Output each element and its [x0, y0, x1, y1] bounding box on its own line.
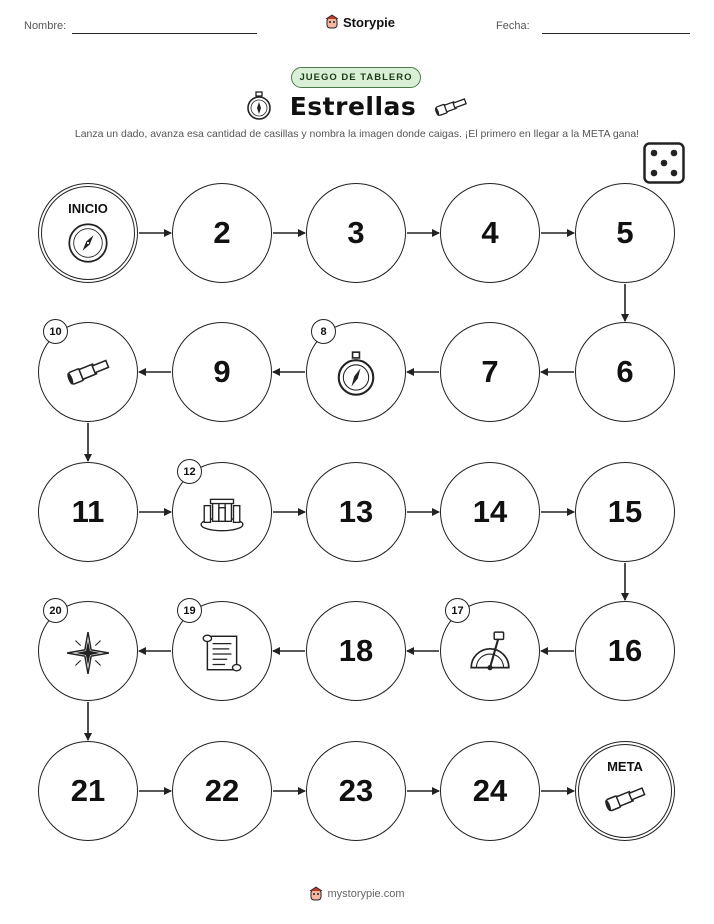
board-space-25	[575, 741, 675, 841]
space-number: 13	[338, 494, 374, 529]
space-number: 21	[70, 773, 106, 808]
board-space-1	[38, 183, 138, 283]
space-number: 15	[607, 494, 643, 529]
space-number: 3	[347, 215, 365, 250]
board-space-24	[440, 741, 540, 841]
space-number: 2	[213, 215, 231, 250]
space-number-badge: 19	[177, 598, 202, 623]
footer-url: mystorypie.com	[327, 888, 405, 900]
space-number-badge: 8	[311, 319, 336, 344]
gauge-icon	[467, 630, 513, 676]
board-space-20	[38, 601, 138, 701]
space-number-badge: 12	[177, 459, 202, 484]
page-title: Estrellas	[289, 91, 417, 121]
board-space-3	[306, 183, 406, 283]
date-label: Fecha:	[496, 20, 530, 32]
stopwatch-icon	[333, 351, 379, 397]
space-label: META	[607, 759, 643, 774]
space-number-badge: 10	[43, 319, 68, 344]
board-space-11	[38, 462, 138, 562]
brand-name: Storypie	[343, 14, 396, 30]
mascot-icon	[309, 886, 323, 902]
name-label: Nombre:	[24, 20, 67, 32]
telescope-icon	[603, 779, 647, 823]
board-space-18	[306, 601, 406, 701]
space-number: 11	[71, 494, 105, 529]
space-number: 7	[481, 354, 499, 389]
space-number: 5	[616, 215, 634, 250]
space-number-badge: 20	[43, 598, 68, 623]
space-number: 16	[607, 633, 643, 668]
board-space-6	[575, 322, 675, 422]
footer	[0, 886, 714, 902]
board-space-5	[575, 183, 675, 283]
space-label: INICIO	[68, 201, 108, 216]
space-number: 14	[472, 494, 508, 529]
board-space-13	[306, 462, 406, 562]
space-number: 24	[472, 773, 508, 808]
board-space-15	[575, 462, 675, 562]
board-space-22	[172, 741, 272, 841]
space-number: 9	[213, 354, 231, 389]
compass-icon	[66, 221, 110, 265]
scroll-icon	[199, 630, 245, 676]
board-space-19	[172, 601, 272, 701]
board-space-8	[306, 322, 406, 422]
board-space-10	[38, 322, 138, 422]
space-number: 18	[338, 633, 374, 668]
game-type-badge: JUEGO DE TABLERO	[291, 67, 421, 88]
board-space-21	[38, 741, 138, 841]
board-space-23	[306, 741, 406, 841]
board-space-9	[172, 322, 272, 422]
telescope-icon	[65, 351, 111, 397]
space-number: 23	[338, 773, 374, 808]
board-space-12	[172, 462, 272, 562]
board-space-7	[440, 322, 540, 422]
instructions: Lanza un dado, avanza esa cantidad de casillas y nombra la imagen donde caigas. ¡El primero en llegar a la META gana!	[74, 128, 640, 140]
board-space-4	[440, 183, 540, 283]
space-number: 22	[204, 773, 240, 808]
stonehenge-icon	[199, 491, 245, 537]
space-number: 4	[481, 215, 499, 250]
star-icon	[65, 630, 111, 676]
board-space-2	[172, 183, 272, 283]
board-space-14	[440, 462, 540, 562]
board-space-17	[440, 601, 540, 701]
space-number: 6	[616, 354, 634, 389]
board-space-16	[575, 601, 675, 701]
space-number-badge: 17	[445, 598, 470, 623]
